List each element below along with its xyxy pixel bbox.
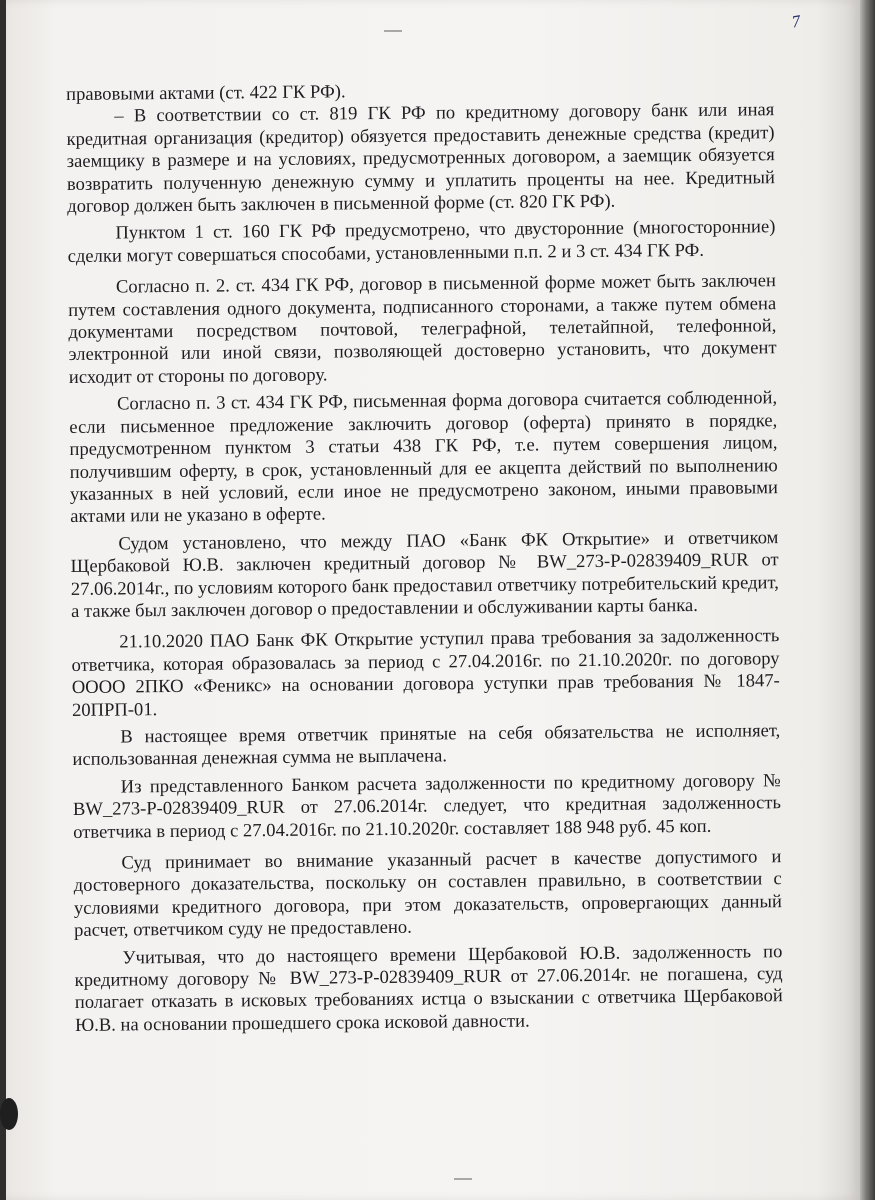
scan-artifact [384, 30, 402, 32]
paragraph-art-819: – В соответствии со ст. 819 ГК РФ по кредитному договору банк или иная кредитная организация (кредитор) обязуется предоставить денежные средства (кредит) заемщику в размере и на условиях, предусмотренных договором, а заемщик обязуется возвратить полученную денежную сумму и уплатить проценты на нее. Кредитный договор должен быть заключен в письменной форме (ст. 820 ГК РФ). [66, 99, 776, 218]
paragraph-art-434-p3: Согласно п. 3 ст. 434 ГК РФ, письменная форма договора считается соблюденной, если письменное предложение заключить договор (оферта) принято в порядке, предусмотренном пунктом 3 статьи 438 ГК РФ, т.е. путем совершения лицом, получившим оферту, в срок, установленный для ее акцепта действий по выполнению указанных в ней условий, если иное не предусмотрено законом, иными правовыми актами или не указано в оферте. [69, 387, 779, 528]
paragraph-ruling: Учитывая, что до настоящего времени Щербаковой Ю.В. задолженность по кредитному договору № BW_273-P-02839409_RUR от 27.06.2014г. не погашена, суд полагает отказать в исковых требованиях истца о взыскании с ответчика Щербаковой Ю.В. на основании прошедшего срока исковой давности. [74, 940, 783, 1036]
paragraph-art-160: Пунктом 1 ст. 160 ГК РФ предусмотрено, что двусторонние (многосторонние) сделки могут совершаться способами, установленными п.п. 2 и 3 ст. 434 ГК РФ. [67, 216, 776, 267]
handwritten-page-number: 7 [790, 11, 802, 32]
paragraph-debt-calculation: Из представленного Банком расчета задолженности по кредитному договору № BW_273-P-02839409_RUR от 27.06.2014г. следует, что кредитная задолженность ответчика в период с 27.04.2016г. по 21.10.2020г. составляет 188 948 руб. 45 коп. [72, 769, 782, 843]
document-body [66, 77, 783, 1037]
paragraph-non-performance: В настоящее время ответчик принятые на себя обязательства не исполняет, использованная денежная сумма не выплачена. [72, 720, 781, 771]
paragraph-assignment: 21.10.2020 ПАО Банк ФК Открытие уступил права требования за задолженность ответчика, которая образовалась за период с 27.04.2016г. по 21.10.2020г. по договору ОООО 2ПКО «Феникс» на основании договора уступки прав требования № 1847-20ПРП-01. [71, 625, 780, 721]
scan-artifact [454, 1178, 472, 1180]
paragraph-evidence: Суд принимает во внимание указанный расчет в качестве допустимого и достоверного доказательства, поскольку он составлен правильно, в соответствии с условиями кредитного договора, при этом доказательств, опровергающих данный расчет, ответчиком суду не предоставлено. [73, 846, 782, 942]
paper-edge-shadow [860, 0, 875, 1200]
punch-hole [0, 1098, 18, 1130]
paragraph-court-established: Судом установлено, что между ПАО «Банк ФК Открытие» и ответчиком Щербаковой Ю.В. заключен кредитный договор № BW_273-P-02839409_RUR от 27.06.2014г., по условиям которого банк предоставил ответчику потребительский кредит, а также был заключен договор о предоставлении и обслуживании карты банка. [70, 526, 779, 622]
paragraph-art-434-p2: Согласно п. 2. ст. 434 ГК РФ, договор в письменной форме может быть заключен путем составления одного документа, подписанного сторонами, а также путем обмена документами посредством почтовой, телеграфной, телетайпной, телефонной, электронной или иной связи, позволяющей достоверно установить, что документ исходит от стороны по договору. [68, 270, 777, 388]
paragraph-continuation: правовыми актами (ст. 422 ГК РФ). [66, 81, 346, 105]
